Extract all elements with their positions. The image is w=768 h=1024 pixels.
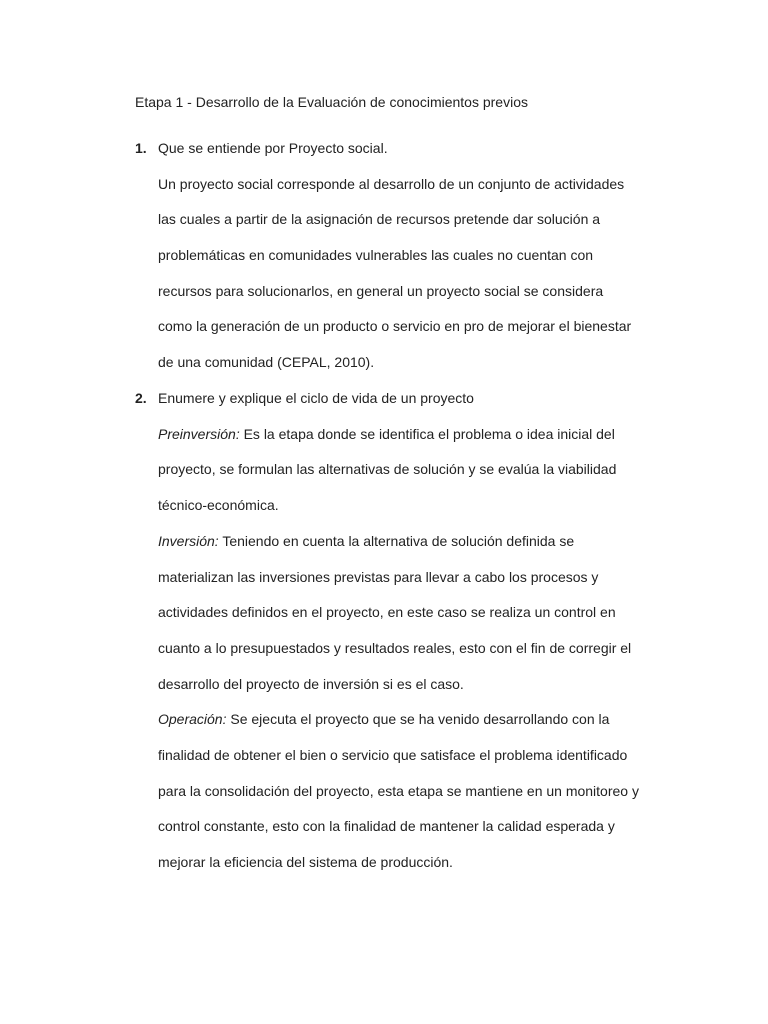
inversion-line: materializan las inversiones previstas para llevar a cabo los procesos y xyxy=(158,569,599,585)
inversion-line: cuanto a lo presupuestados y resultados reales, esto con el fin de corregir el xyxy=(158,640,632,656)
operacion-term: Operación: xyxy=(158,711,227,727)
operacion-line: finalidad de obtener el bien o servicio que satisface el problema identificado xyxy=(158,747,628,763)
preinversion-line: técnico-económica. xyxy=(158,497,279,513)
question-2-number: 2. xyxy=(135,390,147,406)
preinversion-term: Preinversión: xyxy=(158,426,240,442)
operacion-line: mejorar la eficiencia del sistema de producción. xyxy=(158,854,453,870)
document-title: Etapa 1 - Desarrollo de la Evaluación de conocimientos previos xyxy=(135,94,528,110)
question-2-text: Enumere y explique el ciclo de vida de un proyecto xyxy=(158,390,474,406)
question-1-number: 1. xyxy=(135,140,147,156)
preinversion-line xyxy=(158,424,615,444)
question-2 xyxy=(135,388,474,408)
operacion-line: control constante, esto con la finalidad de mantener la calidad esperada y xyxy=(158,818,615,834)
answer-1-line: como la generación de un producto o servicio en pro de mejorar el bienestar xyxy=(158,318,632,334)
answer-1-line: de una comunidad (CEPAL, 2010). xyxy=(158,354,375,370)
answer-1-line: recursos para solucionarlos, en general un proyecto social se considera xyxy=(158,283,604,299)
operacion-line: para la consolidación del proyecto, esta etapa se mantiene en un monitoreo y xyxy=(158,783,639,799)
question-1 xyxy=(135,138,388,158)
preinversion-text: Es la etapa donde se identifica el problema o idea inicial del xyxy=(239,426,615,442)
answer-1-line: Un proyecto social corresponde al desarrollo de un conjunto de actividades xyxy=(158,176,625,192)
operacion-line xyxy=(158,709,609,729)
inversion-text: Teniendo en cuenta la alternativa de solución definida se xyxy=(218,533,575,549)
inversion-line: actividades definidos en el proyecto, en este caso se realiza un control en xyxy=(158,604,616,620)
inversion-term: Inversión: xyxy=(158,533,219,549)
inversion-line: desarrollo del proyecto de inversión si es el caso. xyxy=(158,676,464,692)
answer-1-line: las cuales a partir de la asignación de recursos pretende dar solución a xyxy=(158,211,601,227)
operacion-text: Se ejecuta el proyecto que se ha venido desarrollando con la xyxy=(226,711,610,727)
question-1-text: Que se entiende por Proyecto social. xyxy=(158,140,388,156)
preinversion-line: proyecto, se formulan las alternativas de solución y se evalúa la viabilidad xyxy=(158,461,617,477)
answer-1-line: problemáticas en comunidades vulnerables las cuales no cuentan con xyxy=(158,247,594,263)
inversion-line xyxy=(158,531,574,551)
